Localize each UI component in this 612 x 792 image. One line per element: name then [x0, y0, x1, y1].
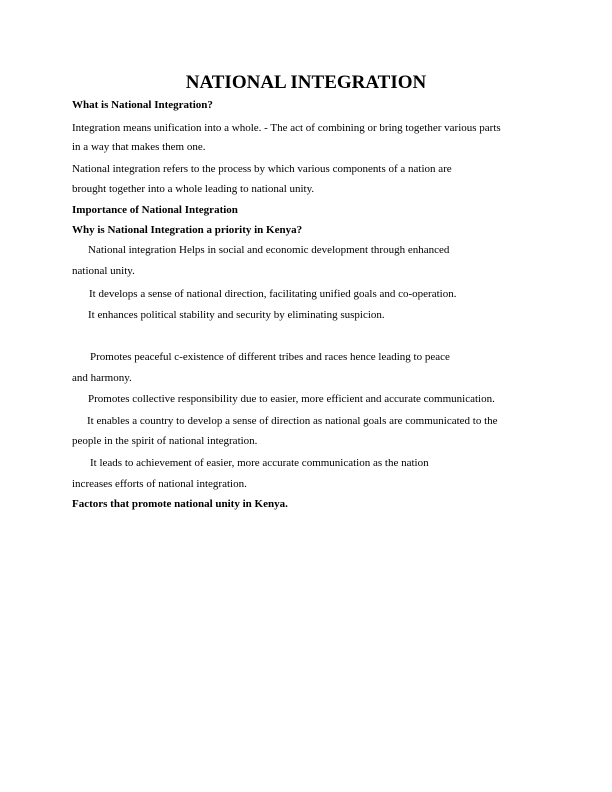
heading-factors-unity: Factors that promote national unity in Kenya.	[72, 498, 288, 510]
point-3: It enhances political stability and security by eliminating suspicion.	[88, 309, 385, 321]
point-1-line-2: national unity.	[72, 265, 135, 277]
point-5: Promotes collective responsibility due to easier, more efficient and accurate communication.	[88, 393, 495, 405]
page-title: NATIONAL INTEGRATION	[185, 72, 427, 93]
definition-line-2: in a way that makes them one.	[72, 141, 206, 153]
definition-line-4: brought together into a whole leading to national unity.	[72, 183, 315, 195]
point-6-line-2: people in the spirit of national integration.	[72, 435, 258, 447]
heading-priority-kenya: Why is National Integration a priority in Kenya?	[72, 224, 303, 236]
point-1-line-1: National integration Helps in social and economic development through enhanced	[88, 244, 450, 256]
point-7-line-1: It leads to achievement of easier, more accurate communication as the nation	[90, 457, 429, 469]
definition-line-1: Integration means unification into a whole. - The act of combining or bring together various parts	[72, 122, 501, 134]
point-4-line-1: Promotes peaceful c-existence of different tribes and races hence leading to peace	[90, 351, 450, 363]
definition-line-3: National integration refers to the process by which various components of a nation are	[72, 163, 452, 175]
heading-what-is-integration: What is National Integration?	[72, 99, 213, 111]
point-4-line-2: and harmony.	[72, 372, 132, 384]
heading-importance: Importance of National Integration	[72, 204, 238, 216]
point-6-line-1: It enables a country to develop a sense of direction as national goals are communicated to the	[87, 415, 498, 427]
point-2: It develops a sense of national direction, facilitating unified goals and co-operation.	[89, 288, 457, 300]
point-7-line-2: increases efforts of national integration.	[72, 478, 247, 490]
